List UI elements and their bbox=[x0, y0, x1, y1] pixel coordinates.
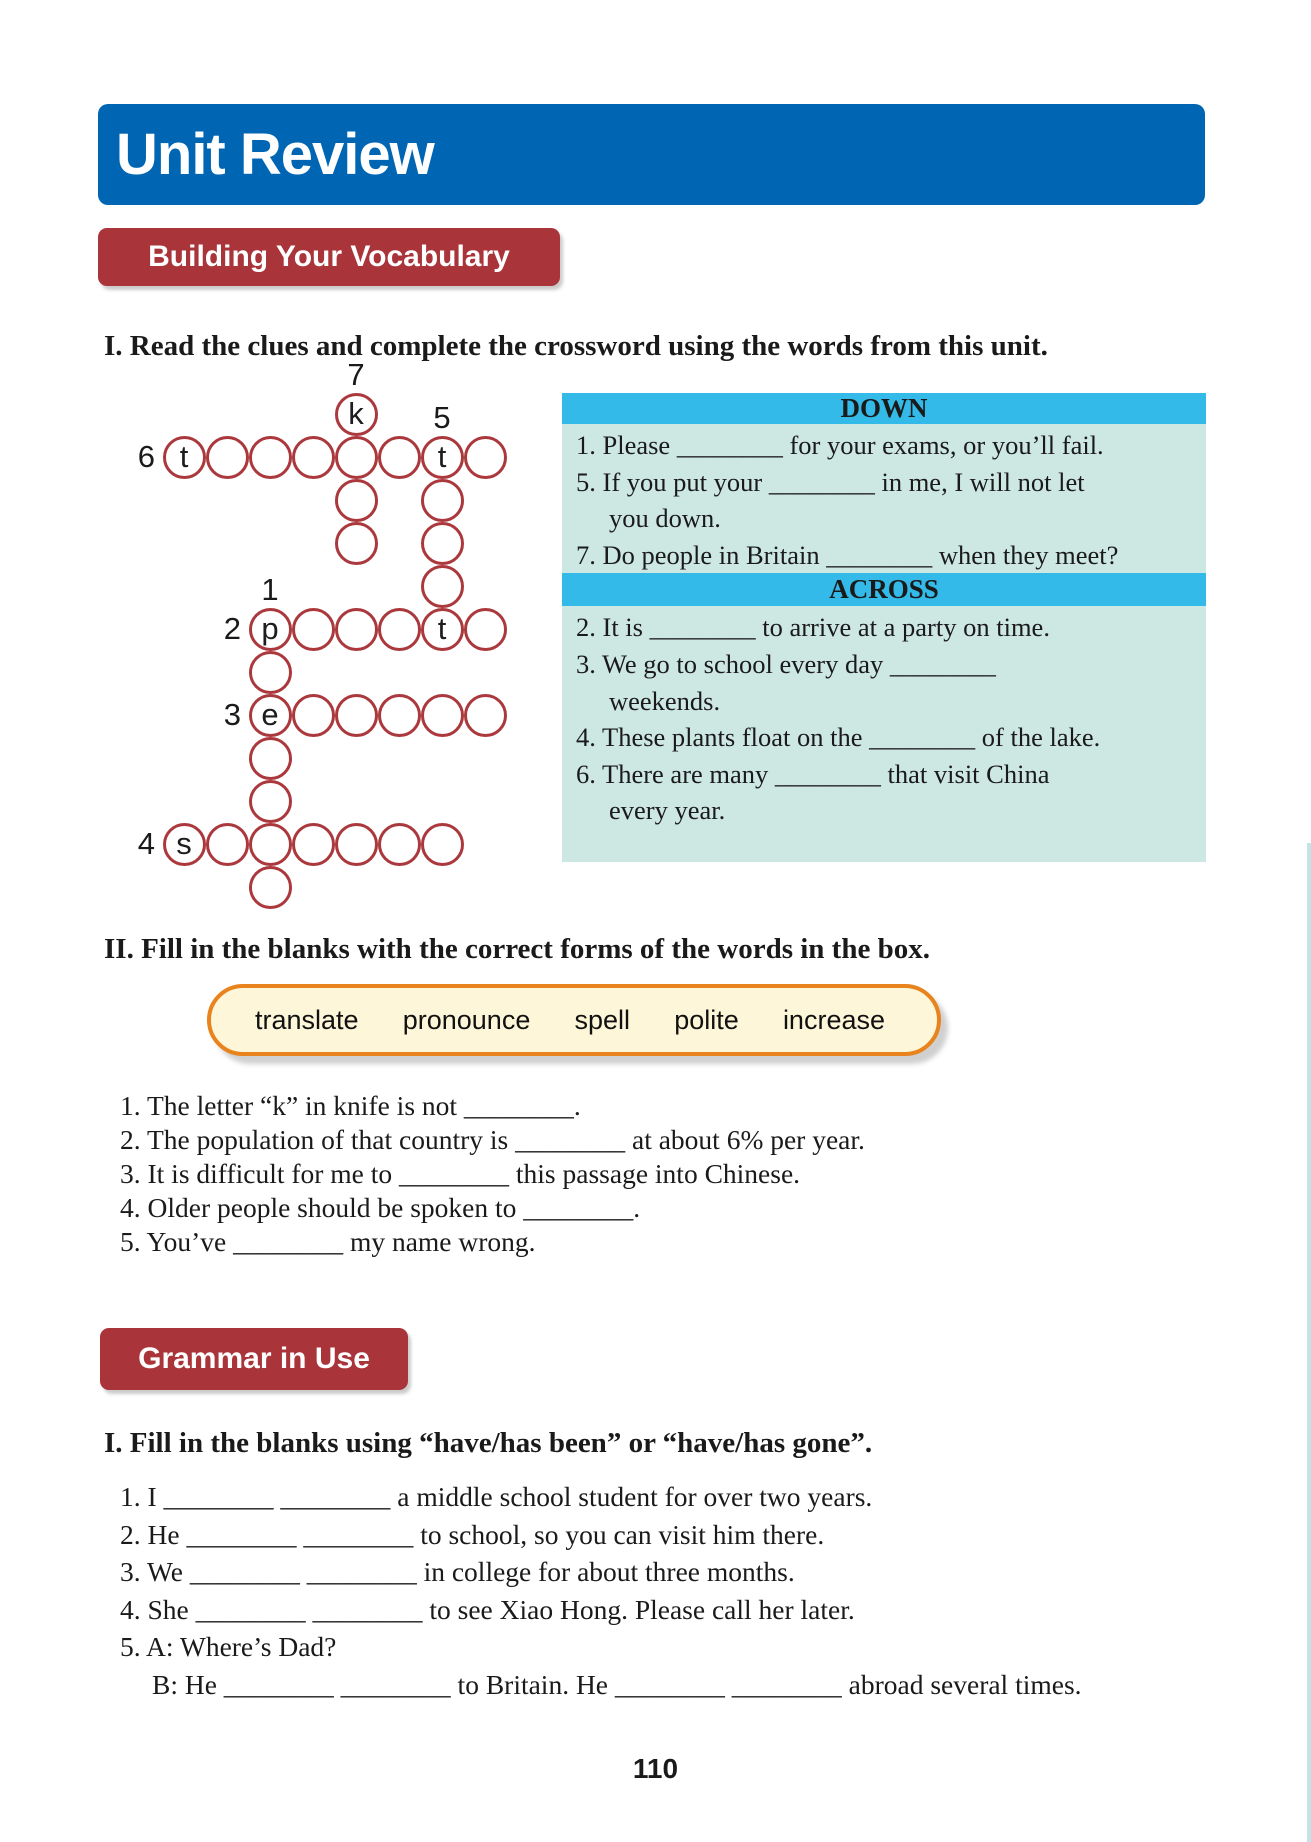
crossword-number-label: 3 bbox=[223, 697, 241, 732]
crossword-cell bbox=[421, 694, 464, 737]
crossword-cell bbox=[292, 608, 335, 651]
word-box bbox=[207, 984, 941, 1056]
down-clues-header: DOWN bbox=[562, 393, 1206, 424]
down-clues-list bbox=[562, 424, 1206, 573]
crossword-cell bbox=[206, 436, 249, 479]
crossword-number-label: 4 bbox=[137, 826, 155, 861]
sentence: 1. The letter “k” in knife is not ________. bbox=[120, 1090, 581, 1121]
crossword-cell bbox=[378, 608, 421, 651]
crossword-cell bbox=[249, 436, 292, 479]
unit-review-banner bbox=[98, 104, 1205, 205]
crossword-cell: k bbox=[335, 393, 378, 436]
clue-item: 1. Please ________ for your exams, or you’ll fail. bbox=[576, 430, 1104, 460]
crossword-number-label: 2 bbox=[223, 611, 241, 646]
sentence: 2. He ________ ________ to school, so you can visit him there. bbox=[120, 1518, 825, 1550]
sentence: 3. It is difficult for me to ________ this passage into Chinese. bbox=[120, 1158, 801, 1189]
crossword-number-label: 1 bbox=[261, 572, 279, 607]
crossword-cell bbox=[335, 823, 378, 866]
clue-item-continuation: every year. bbox=[609, 795, 726, 826]
crossword-cell bbox=[464, 436, 507, 479]
crossword-cell bbox=[421, 479, 464, 522]
across-clues-header: ACROSS bbox=[562, 573, 1206, 606]
word-box-item: spell bbox=[574, 1004, 631, 1035]
sentence: 2. The population of that country is ________ at about 6% per year. bbox=[120, 1124, 865, 1155]
crossword-cell bbox=[378, 694, 421, 737]
vocabulary-section-badge bbox=[98, 228, 560, 286]
crossword-number-label: 6 bbox=[137, 439, 155, 474]
clue-item: 2. It is ________ to arrive at a party on time. bbox=[576, 612, 1050, 643]
crossword-cell bbox=[249, 780, 292, 823]
clue-item: 5. If you put your ________ in me, I will not let bbox=[576, 466, 1085, 497]
crossword-cell bbox=[464, 694, 507, 737]
crossword-cell: t bbox=[163, 436, 206, 479]
crossword-number-label: 5 bbox=[433, 400, 451, 435]
crossword-exercise-heading: I. Read the clues and complete the crossword using the words from this unit. bbox=[104, 330, 1048, 362]
sentence: 3. We ________ ________ in college for about three months. bbox=[120, 1556, 795, 1587]
crossword-cell bbox=[335, 522, 378, 565]
crossword-cell bbox=[292, 823, 335, 866]
sentence: 5. You’ve ________ my name wrong. bbox=[120, 1226, 536, 1257]
sentence: 1. I ________ ________ a middle school student for over two years. bbox=[120, 1481, 873, 1512]
page-number: 110 bbox=[632, 1753, 679, 1784]
word-box-item: translate bbox=[255, 1004, 359, 1035]
crossword-cell bbox=[421, 823, 464, 866]
grammar-exercise-heading: I. Fill in the blanks using “have/has been” or “have/has gone”. bbox=[104, 1427, 873, 1459]
crossword-cell: t bbox=[421, 608, 464, 651]
wordbank-exercise-heading: II. Fill in the blanks with the correct forms of the words in the box. bbox=[104, 933, 930, 965]
crossword-cell bbox=[249, 823, 292, 866]
crossword-cell bbox=[292, 436, 335, 479]
crossword-cell bbox=[249, 737, 292, 780]
grammar-sentences bbox=[120, 1478, 1082, 1703]
crossword-cell bbox=[206, 823, 249, 866]
crossword-cell bbox=[292, 694, 335, 737]
clue-item: 6. There are many ________ that visit China bbox=[576, 758, 1050, 789]
crossword-cell: p bbox=[249, 608, 292, 651]
word-box-item: pronounce bbox=[402, 1004, 531, 1035]
vocabulary-badge-label: Building Your Vocabulary bbox=[148, 240, 510, 273]
page-title: Unit Review bbox=[116, 122, 434, 187]
crossword-cell: s bbox=[163, 823, 206, 866]
sentence: 5. A: Where’s Dad? bbox=[120, 1631, 337, 1662]
clue-item-continuation: weekends. bbox=[609, 685, 721, 716]
clue-item: 4. These plants float on the ________ of the lake. bbox=[576, 722, 1101, 753]
crossword-cell bbox=[249, 651, 292, 694]
crossword-cell: t bbox=[421, 436, 464, 479]
clue-box bbox=[562, 393, 1206, 862]
word-box-item: polite bbox=[674, 1004, 739, 1035]
crossword-cell bbox=[378, 823, 421, 866]
clue-item: 7. Do people in Britain ________ when they meet? bbox=[576, 539, 1119, 570]
across-clues-list bbox=[562, 606, 1206, 862]
grammar-section-badge bbox=[100, 1328, 408, 1390]
crossword-cell bbox=[249, 866, 292, 909]
crossword-cell bbox=[335, 694, 378, 737]
crossword-cell bbox=[378, 436, 421, 479]
next-page-edge-artifact bbox=[1307, 843, 1311, 1842]
crossword-cell bbox=[335, 608, 378, 651]
crossword-cell bbox=[335, 436, 378, 479]
crossword-cell bbox=[464, 608, 507, 651]
crossword-number-label: 7 bbox=[347, 357, 365, 392]
crossword-cell bbox=[335, 479, 378, 522]
sentence: 4. She ________ ________ to see Xiao Hong. Please call her later. bbox=[120, 1593, 855, 1625]
crossword-cell: e bbox=[249, 694, 292, 737]
crossword-cell bbox=[421, 522, 464, 565]
clue-item: 3. We go to school every day ________ bbox=[576, 648, 996, 679]
sentence: B: He ________ ________ to Britain. He ________ ________ abroad several times. bbox=[152, 1668, 1082, 1700]
vocabulary-sentences bbox=[120, 1089, 865, 1259]
clue-item-continuation: you down. bbox=[609, 503, 721, 534]
crossword-cell bbox=[421, 565, 464, 608]
grammar-badge-label: Grammar in Use bbox=[138, 1342, 370, 1375]
sentence: 4. Older people should be spoken to ________. bbox=[120, 1192, 641, 1223]
word-box-item: increase bbox=[782, 1004, 885, 1035]
